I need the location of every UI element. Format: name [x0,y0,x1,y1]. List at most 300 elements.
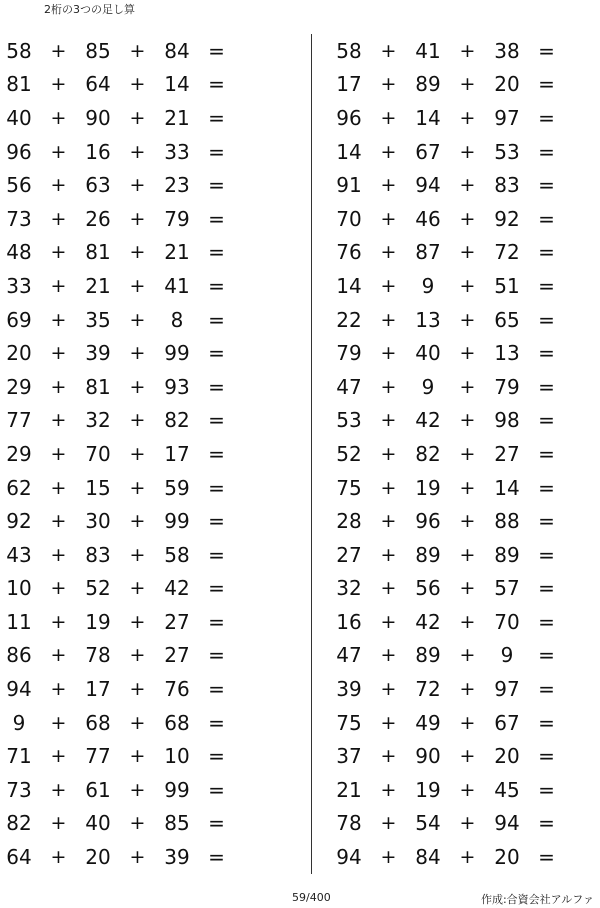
plus-sign: + [459,745,476,768]
plus-sign: + [50,442,67,465]
addend-3: 27 [494,441,520,466]
problem-row [0,706,237,740]
addend-1: 92 [6,509,32,534]
equals-sign: = [538,240,555,265]
addend-1: 11 [6,609,32,634]
addend-1: 28 [336,509,362,534]
addend-2: 84 [415,845,441,870]
plus-sign: + [459,106,476,129]
equals-sign: = [538,72,555,97]
plus-sign: + [129,174,146,197]
addend-2: 85 [85,38,111,63]
addend-2: 13 [415,307,441,332]
addend-3: 20 [494,72,520,97]
plus-sign: + [50,73,67,96]
addend-3: 8 [170,307,184,332]
problem-row [0,807,237,841]
addend-1: 81 [6,72,32,97]
addend-3: 97 [494,677,520,702]
plus-sign: + [380,442,397,465]
equals-sign: = [538,845,555,870]
equals-sign: = [538,509,555,534]
addend-2: 64 [85,72,111,97]
equals-sign: = [208,38,225,63]
plus-sign: + [129,106,146,129]
plus-sign: + [459,678,476,701]
addend-1: 69 [6,307,32,332]
plus-sign: + [50,39,67,62]
left-problem-column [0,34,237,874]
addend-3: 98 [494,408,520,433]
equals-sign: = [208,240,225,265]
equals-sign: = [208,509,225,534]
addend-2: 20 [85,845,111,870]
addend-3: 83 [494,173,520,198]
problem-row [0,269,237,303]
equals-sign: = [208,811,225,836]
problem-row [0,370,237,404]
addend-3: 70 [494,609,520,634]
addend-3: 41 [164,273,190,298]
addend-1: 33 [6,273,32,298]
plus-sign: + [129,442,146,465]
plus-sign: + [129,812,146,835]
plus-sign: + [380,644,397,667]
plus-sign: + [380,174,397,197]
problem-row [330,504,567,538]
equals-sign: = [538,206,555,231]
problem-row [330,739,567,773]
equals-sign: = [208,609,225,634]
addend-1: 14 [336,273,362,298]
addend-1: 75 [336,710,362,735]
addend-3: 92 [494,206,520,231]
addend-2: 78 [85,643,111,668]
addend-1: 52 [336,441,362,466]
addend-2: 94 [415,173,441,198]
equals-sign: = [208,273,225,298]
equals-sign: = [538,307,555,332]
addend-1: 43 [6,542,32,567]
equals-sign: = [538,139,555,164]
addend-1: 70 [336,206,362,231]
problem-row [0,336,237,370]
problem-row [330,202,567,236]
problem-row [330,706,567,740]
plus-sign: + [129,846,146,869]
problem-row [330,236,567,270]
plus-sign: + [50,342,67,365]
plus-sign: + [129,476,146,499]
addend-2: 90 [85,105,111,130]
problem-row [330,840,567,874]
plus-sign: + [380,207,397,230]
addend-3: 57 [494,576,520,601]
addend-3: 85 [164,811,190,836]
equals-sign: = [208,139,225,164]
addend-2: 39 [85,341,111,366]
plus-sign: + [50,241,67,264]
addend-3: 99 [164,777,190,802]
equals-sign: = [208,677,225,702]
equals-sign: = [538,475,555,500]
addend-2: 14 [415,105,441,130]
problem-row [330,34,567,68]
problem-row [0,135,237,169]
plus-sign: + [50,476,67,499]
problem-row [0,68,237,102]
addend-1: 48 [6,240,32,265]
problem-row [0,202,237,236]
problem-row [330,672,567,706]
equals-sign: = [208,441,225,466]
addend-3: 65 [494,307,520,332]
plus-sign: + [459,644,476,667]
plus-sign: + [50,308,67,331]
addend-3: 84 [164,38,190,63]
addend-2: 15 [85,475,111,500]
addend-1: 10 [6,576,32,601]
problem-row [330,336,567,370]
equals-sign: = [538,273,555,298]
plus-sign: + [380,711,397,734]
addend-1: 86 [6,643,32,668]
plus-sign: + [459,140,476,163]
problem-row [330,135,567,169]
addend-2: 35 [85,307,111,332]
addend-1: 37 [336,744,362,769]
author-credit: 作成:合資会社アルファ [480,893,594,906]
addend-2: 49 [415,710,441,735]
addend-1: 94 [336,845,362,870]
plus-sign: + [129,140,146,163]
problem-row [330,639,567,673]
plus-sign: + [459,543,476,566]
addend-3: 67 [494,710,520,735]
plus-sign: + [50,812,67,835]
equals-sign: = [538,677,555,702]
addend-3: 51 [494,273,520,298]
plus-sign: + [50,207,67,230]
addend-1: 73 [6,206,32,231]
plus-sign: + [129,241,146,264]
plus-sign: + [380,106,397,129]
problem-row [330,437,567,471]
addend-1: 9 [12,710,26,735]
plus-sign: + [380,342,397,365]
plus-sign: + [459,711,476,734]
addend-1: 82 [6,811,32,836]
problem-row [330,101,567,135]
addend-3: 97 [494,105,520,130]
plus-sign: + [380,745,397,768]
problem-row [0,34,237,68]
plus-sign: + [380,510,397,533]
plus-sign: + [129,745,146,768]
addend-3: 82 [164,408,190,433]
problem-row [330,471,567,505]
equals-sign: = [208,845,225,870]
addend-3: 20 [494,744,520,769]
addend-3: 79 [494,374,520,399]
addend-1: 73 [6,777,32,802]
addend-3: 99 [164,509,190,534]
problem-row [330,269,567,303]
plus-sign: + [459,476,476,499]
equals-sign: = [538,811,555,836]
addend-1: 62 [6,475,32,500]
problem-row [330,572,567,606]
addend-2: 68 [85,710,111,735]
plus-sign: + [459,610,476,633]
equals-sign: = [208,307,225,332]
equals-sign: = [208,206,225,231]
plus-sign: + [50,409,67,432]
equals-sign: = [538,643,555,668]
equals-sign: = [538,542,555,567]
plus-sign: + [50,510,67,533]
addend-1: 91 [336,173,362,198]
equals-sign: = [208,341,225,366]
problem-row [0,404,237,438]
plus-sign: + [380,846,397,869]
addend-2: 26 [85,206,111,231]
problem-row [0,639,237,673]
plus-sign: + [50,610,67,633]
plus-sign: + [50,577,67,600]
addend-3: 58 [164,542,190,567]
addend-3: 21 [164,240,190,265]
equals-sign: = [208,777,225,802]
equals-sign: = [538,441,555,466]
problem-row [0,471,237,505]
addend-2: 40 [85,811,111,836]
plus-sign: + [459,577,476,600]
addend-3: 13 [494,341,520,366]
plus-sign: + [380,274,397,297]
addend-2: 19 [415,777,441,802]
worksheet-title: 2桁の3つの足し算 [44,3,135,16]
equals-sign: = [208,408,225,433]
plus-sign: + [50,543,67,566]
addend-3: 9 [500,643,514,668]
addend-2: 82 [415,441,441,466]
addend-3: 14 [164,72,190,97]
addend-3: 39 [164,845,190,870]
problem-row [0,437,237,471]
problem-row [0,168,237,202]
plus-sign: + [129,39,146,62]
addend-3: 23 [164,173,190,198]
addend-3: 76 [164,677,190,702]
problem-row [0,572,237,606]
addend-2: 9 [421,374,435,399]
addend-1: 21 [336,777,362,802]
plus-sign: + [129,342,146,365]
equals-sign: = [208,72,225,97]
plus-sign: + [380,543,397,566]
addend-2: 87 [415,240,441,265]
plus-sign: + [129,73,146,96]
addend-2: 32 [85,408,111,433]
equals-sign: = [538,38,555,63]
plus-sign: + [459,207,476,230]
plus-sign: + [50,778,67,801]
addend-1: 77 [6,408,32,433]
plus-sign: + [459,73,476,96]
addend-3: 38 [494,38,520,63]
addend-1: 14 [336,139,362,164]
addend-1: 71 [6,744,32,769]
addend-3: 53 [494,139,520,164]
plus-sign: + [129,207,146,230]
addend-1: 17 [336,72,362,97]
addend-2: 56 [415,576,441,601]
addend-2: 19 [415,475,441,500]
plus-sign: + [50,711,67,734]
equals-sign: = [538,576,555,601]
problem-row [0,101,237,135]
addend-1: 22 [336,307,362,332]
plus-sign: + [459,778,476,801]
equals-sign: = [208,576,225,601]
plus-sign: + [380,39,397,62]
addend-2: 21 [85,273,111,298]
addend-1: 53 [336,408,362,433]
plus-sign: + [129,678,146,701]
addend-3: 88 [494,509,520,534]
addend-1: 47 [336,643,362,668]
addend-2: 46 [415,206,441,231]
plus-sign: + [50,846,67,869]
problem-row [0,840,237,874]
addend-1: 29 [6,374,32,399]
plus-sign: + [380,409,397,432]
addend-3: 33 [164,139,190,164]
problem-row [330,605,567,639]
addend-1: 79 [336,341,362,366]
addend-1: 94 [6,677,32,702]
equals-sign: = [208,643,225,668]
addend-2: 83 [85,542,111,567]
plus-sign: + [50,274,67,297]
addend-2: 96 [415,509,441,534]
plus-sign: + [459,274,476,297]
addend-2: 19 [85,609,111,634]
problem-row [330,168,567,202]
addend-3: 45 [494,777,520,802]
plus-sign: + [380,577,397,600]
plus-sign: + [50,174,67,197]
problem-row [0,773,237,807]
plus-sign: + [459,510,476,533]
column-divider [311,34,312,874]
addend-1: 27 [336,542,362,567]
equals-sign: = [208,710,225,735]
page-number: 59/400 [292,891,331,904]
plus-sign: + [129,711,146,734]
addend-2: 54 [415,811,441,836]
plus-sign: + [129,543,146,566]
plus-sign: + [459,442,476,465]
plus-sign: + [459,39,476,62]
plus-sign: + [380,476,397,499]
addend-2: 90 [415,744,441,769]
plus-sign: + [380,778,397,801]
addend-2: 9 [421,273,435,298]
addend-1: 96 [336,105,362,130]
equals-sign: = [538,609,555,634]
problem-row [0,538,237,572]
plus-sign: + [129,610,146,633]
plus-sign: + [380,241,397,264]
addend-1: 56 [6,173,32,198]
equals-sign: = [538,710,555,735]
addend-2: 81 [85,374,111,399]
problem-row [330,68,567,102]
problem-row [330,807,567,841]
addend-1: 47 [336,374,362,399]
addend-1: 64 [6,845,32,870]
addend-3: 10 [164,744,190,769]
addend-2: 40 [415,341,441,366]
problem-row [330,538,567,572]
equals-sign: = [208,374,225,399]
equals-sign: = [208,744,225,769]
plus-sign: + [129,308,146,331]
addend-2: 17 [85,677,111,702]
addend-2: 61 [85,777,111,802]
plus-sign: + [459,308,476,331]
addend-2: 16 [85,139,111,164]
problem-row [0,303,237,337]
addend-3: 94 [494,811,520,836]
right-problem-column [330,34,567,874]
plus-sign: + [380,375,397,398]
plus-sign: + [50,375,67,398]
addend-2: 77 [85,744,111,769]
addend-3: 20 [494,845,520,870]
problem-row [0,504,237,538]
problem-row [0,672,237,706]
addend-2: 42 [415,408,441,433]
addend-2: 41 [415,38,441,63]
plus-sign: + [50,678,67,701]
addend-3: 89 [494,542,520,567]
problem-row [0,605,237,639]
addend-2: 81 [85,240,111,265]
problem-row [330,370,567,404]
equals-sign: = [538,777,555,802]
addend-3: 27 [164,643,190,668]
plus-sign: + [129,577,146,600]
problem-row [0,236,237,270]
addend-3: 59 [164,475,190,500]
plus-sign: + [50,140,67,163]
addend-2: 70 [85,441,111,466]
addend-3: 79 [164,206,190,231]
addend-3: 99 [164,341,190,366]
plus-sign: + [459,812,476,835]
plus-sign: + [129,409,146,432]
addend-2: 89 [415,72,441,97]
addend-1: 78 [336,811,362,836]
addend-3: 17 [164,441,190,466]
plus-sign: + [380,140,397,163]
plus-sign: + [129,375,146,398]
equals-sign: = [538,408,555,433]
addend-2: 89 [415,643,441,668]
